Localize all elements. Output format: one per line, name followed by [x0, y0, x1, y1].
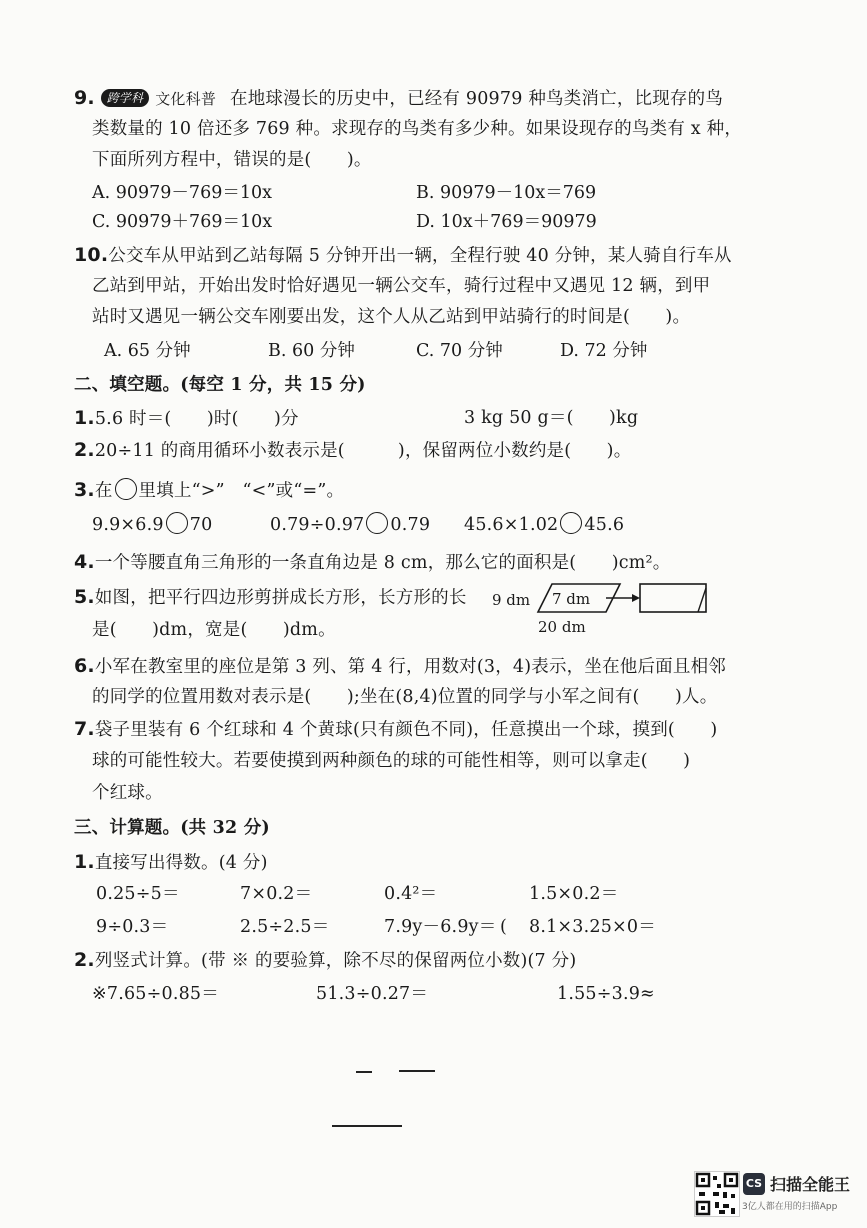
s2-q1-text: 5.6 时＝( )时( )分 [94, 409, 299, 429]
s3-q2-item3: 1.55÷3.9≈ [557, 984, 655, 1004]
s3-q2-title [74, 947, 576, 974]
s3-q1-r1c3: 0.4²＝ [384, 884, 438, 904]
q10-line1 [74, 242, 732, 269]
s2-q6-text1: 小军在教室里的座位是第 3 列、第 4 行，用数对(3，4)表示，坐在他后面且相邻 [94, 657, 726, 677]
s2-q1-right: 3 kg 50 g＝( )kg [464, 408, 639, 428]
s3-q2-item1: ※7.65÷0.85＝ [92, 984, 219, 1004]
s2-q3-number: 3. [74, 479, 95, 501]
s2-q3-item3-left: 45.6×1.02 [464, 515, 559, 535]
s2-q2-number: 2. [74, 439, 95, 461]
s3-q1-r1c2: 7×0.2＝ [240, 884, 313, 904]
s2-q7-number: 7. [74, 718, 95, 740]
s2-q5-line1 [74, 584, 467, 611]
s2-q3-post: 里填上“>” “<”或“=”。 [138, 481, 345, 501]
camscanner-logo-icon: CS [743, 1173, 765, 1195]
q9-option-c: C. 90979＋769＝10x [92, 212, 273, 232]
q9-tag: 跨学科 [101, 89, 150, 107]
s3-q1-title [74, 849, 268, 876]
section-2-title: 二、填空题。(每空 1 分，共 15 分) [74, 375, 366, 395]
q9-option-b: B. 90979－10x＝769 [416, 183, 597, 203]
pencil-mark [356, 1071, 372, 1073]
s2-q4-number: 4. [74, 551, 95, 573]
q10-number: 10. [74, 244, 109, 266]
watermark-name: 扫描全能王 [770, 1175, 851, 1194]
s3-q1-r1c4: 1.5×0.2＝ [529, 884, 619, 904]
arrow-head-icon [632, 594, 640, 602]
compare-circle-icon[interactable] [560, 512, 582, 534]
pencil-mark [332, 1125, 402, 1127]
s2-q6-number: 6. [74, 655, 95, 677]
s3-q2-number: 2. [74, 949, 95, 971]
s2-q6-line2: 的同学的位置用数对表示是( );坐在(8,4)位置的同学与小军之间有( )人。 [92, 687, 718, 707]
s2-q3-item1-right: 70 [189, 515, 213, 535]
parallelogram-figure [490, 580, 720, 640]
s2-q1-left [74, 405, 299, 432]
section-3-title: 三、计算题。(共 32 分) [74, 818, 270, 838]
s3-q2-item2: 51.3÷0.27＝ [316, 984, 429, 1004]
q9-line1 [74, 85, 723, 112]
compare-circle-icon[interactable] [166, 512, 188, 534]
s2-q7-line2: 球的可能性较大。若要使摸到两种颜色的球的可能性相等，则可以拿走( ) [92, 751, 691, 771]
s3-q1-r2c1: 9÷0.3＝ [96, 917, 169, 937]
s2-q1-number: 1. [74, 407, 95, 429]
s2-q6-line1 [74, 653, 726, 680]
s2-q3-item3-right: 45.6 [584, 515, 625, 535]
s2-q3-item2-left: 0.79÷0.97 [270, 515, 365, 535]
q10-line3: 站时又遇见一辆公交车刚要出发，这个人从乙站到甲站骑行的时间是( )。 [92, 307, 691, 327]
s2-q3-item2 [270, 512, 430, 538]
blank-circle-icon [115, 478, 137, 500]
s2-q5-text1: 如图，把平行四边形剪拼成长方形，长方形的长 [94, 588, 467, 608]
s2-q3-item3 [464, 512, 624, 538]
s2-q3 [74, 477, 344, 504]
s2-q4 [74, 549, 670, 576]
s3-q2-title-text: 列竖式计算。(带 ※ 的要验算，除不尽的保留两位小数)(7 分) [94, 951, 577, 971]
parallelogram-side-label: 9 dm [492, 591, 531, 609]
s2-q7-text1: 袋子里装有 6 个红球和 4 个黄球(只有颜色不同)，任意摸出一个球，摸到( ) [94, 720, 718, 740]
q9-text1: 在地球漫长的历史中，已经有 90979 种鸟类消亡，比现存的鸟 [230, 89, 724, 109]
q10-option-b: B. 60 分钟 [268, 341, 355, 361]
q9-number: 9. [74, 87, 95, 109]
s2-q3-item2-right: 0.79 [390, 515, 431, 535]
s3-q1-number: 1. [74, 851, 95, 873]
s3-q1-title-text: 直接写出得数。(4 分) [94, 853, 268, 873]
q9-line2: 类数量的 10 倍还多 769 种。求现存的鸟类有多少种。如果设现存的鸟类有 x 种， [92, 119, 743, 139]
q10-text1: 公交车从甲站到乙站每隔 5 分钟开出一辆，全程行驶 40 分钟，某人骑自行车从 [108, 246, 732, 266]
s2-q5-number: 5. [74, 586, 95, 608]
s3-q1-r2c3: 7.9y－6.9y＝ [384, 917, 497, 937]
q9-tag-label: 文化科普 [155, 90, 217, 108]
q9-option-a: A. 90979－769＝10x [92, 183, 272, 203]
qr-code-icon [694, 1171, 740, 1217]
s2-q3-pre: 在 [94, 481, 113, 501]
s3-q1-r1c1: 0.25÷5＝ [96, 884, 180, 904]
q10-option-d: D. 72 分钟 [560, 341, 648, 361]
q9-option-d: D. 10x＋769＝90979 [416, 212, 597, 232]
s2-q5-line2: 是( )dm，宽是( )dm。 [92, 620, 336, 640]
s2-q4-text: 一个等腰直角三角形的一条直角边是 8 cm，那么它的面积是( )cm²。 [94, 553, 671, 573]
s3-q1-r2c4: 8.1×3.25×0＝ [529, 917, 656, 937]
parallelogram-inner-label: 7 dm [552, 590, 591, 608]
s2-q7-line3: 个红球。 [92, 783, 163, 803]
s3-q1-r2-paren: ( [500, 917, 508, 937]
s3-q1-r2c2: 2.5÷2.5＝ [240, 917, 330, 937]
pencil-mark [399, 1070, 435, 1072]
rectangle-shape [640, 584, 706, 612]
q10-line2: 乙站到甲站，开始出发时恰好遇见一辆公交车，骑行过程中又遇见 12 辆，到甲 [92, 276, 711, 296]
s2-q2 [74, 437, 631, 464]
parallelogram-base-label: 20 dm [538, 618, 586, 636]
rectangle-cut-line [698, 588, 706, 612]
s2-q2-text: 20÷11 的商用循环小数表示是( )，保留两位小数约是( )。 [94, 441, 632, 461]
q10-option-a: A. 65 分钟 [104, 341, 191, 361]
q10-option-c: C. 70 分钟 [416, 341, 503, 361]
s2-q3-item1-left: 9.9×6.9 [92, 515, 164, 535]
q9-line3: 下面所列方程中，错误的是( )。 [92, 150, 372, 170]
s2-q7-line1 [74, 716, 717, 743]
s2-q3-item1 [92, 512, 212, 538]
compare-circle-icon[interactable] [366, 512, 388, 534]
watermark-subtitle: 3亿人都在用的扫描App [742, 1202, 838, 1212]
